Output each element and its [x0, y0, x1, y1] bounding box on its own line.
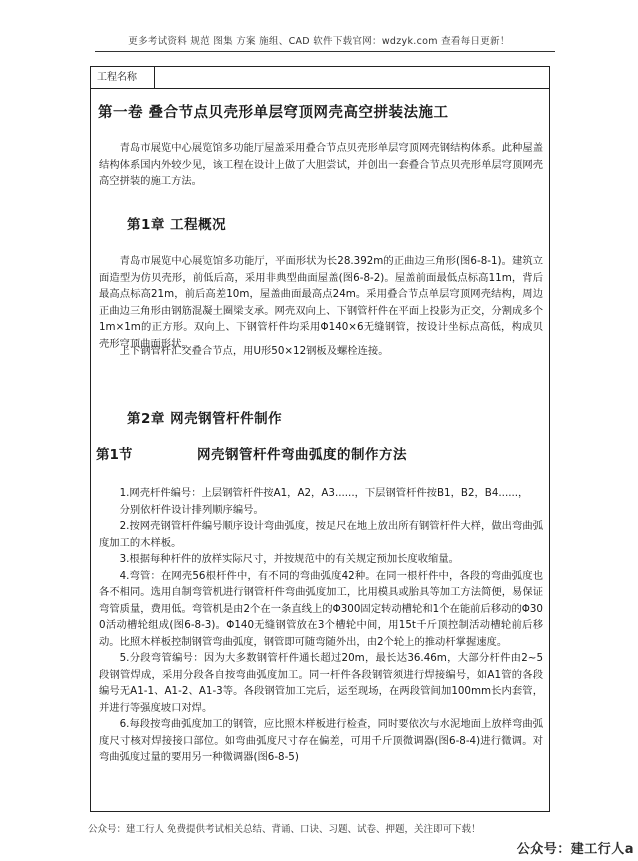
- project-name-label: 工程名称: [91, 67, 155, 88]
- chapter1-title: 第1章 工程概况: [127, 217, 227, 233]
- procedure-list: [99, 485, 543, 766]
- list-item: 3.根据每种杆件的放样实际尺寸，并按规范中的有关规定预加长度收缩量。: [119, 553, 459, 565]
- list-item: 1.网壳杆件编号：上层钢管杆件按A1，A2，A3......，下层钢管杆件按B1，B2，B4......，: [119, 487, 529, 499]
- project-name-row: [91, 67, 549, 89]
- header-divider: [95, 51, 555, 52]
- section-title: 网壳钢管杆件弯曲弧度的制作方法: [197, 447, 407, 463]
- chapter1-paragraph-1: 青岛市展览中心展览馆多功能厅，平面形状为长28.392m的正曲边三角形(图6-8-1)。建筑立面造型为仿贝壳形，前低后高，采用非典型曲面屋盖(图6-8-2)。屋盖前面最低点标高11m，背后最高点标高21m，前后高差10m，屋盖曲面最高点24m。采用叠合节点单层穹顶网壳结构，周边正曲边三角形由钢筋混凝土圈梁支承。网壳双向上、下钢管杆件在平面上投影为正交，分割成多个1m×1m的正方形。双向上、下钢管杆件均采用Φ140×6无缝钢管，按设计坐标点高低，构成贝壳形穹顶曲面形状。: [99, 255, 543, 350]
- footer-note: 公众号：建工行人 免费提供考试相关总结、背诵、口诀、习题、试卷、押题，关注即可下载！: [88, 824, 481, 835]
- list-item-continuation: 分别依杆件设计排列顺序编号。: [119, 503, 264, 516]
- list-item: 4.弯管：在网壳56根杆件中，有不同的弯曲弧度42种。在同一根杆件中，各段的弯曲弧度也各不相同。选用自制弯管机进行钢管杆件弯曲弧度加工，比用模具或胎具等加工方法简便，易保证弯管质量，费用低。弯管机是由2个在一条直线上的Φ300固定转动槽轮和1个在能前后移动的Φ300活动槽轮组成(图6-8-3)。Φ140无缝钢管放在3个槽轮中间，用15t千斤顶控制活动槽轮前后移动。比照木样板控制钢管弯曲弧度，钢管即可随弯随外出，由2个轮上的推动杆掌握速度。: [99, 569, 543, 648]
- intro-paragraph: 青岛市展览中心展览馆多功能厅屋盖采用叠合节点贝壳形单层穹顶网壳钢结构体系。此种屋盖结构体系国内外较少见，该工程在设计上做了大胆尝试，并创出一套叠合节点贝壳形单层穹顶网壳高空拼装的施工方法。: [99, 142, 543, 187]
- section-number: 第1节: [96, 447, 133, 463]
- watermark: 公众号：建工行人a: [516, 842, 634, 857]
- list-item: 2.按网壳钢管杆件编号顺序设计弯曲弧度，按足尺在地上放出所有钢管杆件大样，做出弯曲弧度加工的木样板。: [99, 520, 543, 549]
- header-banner: 更多考试资料 规范 图集 方案 施组、CAD 软件下载官网：wdzyk.com 查看每日更新！: [128, 36, 510, 47]
- volume-title: 第一卷 叠合节点贝壳形单层穹顶网壳高空拼装法施工: [98, 105, 449, 121]
- chapter2-title: 第2章 网壳钢管杆件制作: [127, 411, 283, 427]
- list-item: 6.每段按弯曲弧度加工的钢管，应比照木样板进行检查，同时要依次与水泥地面上放样弯曲弧度尺寸核对焊接接口部位。如弯曲弧度尺寸存在偏差，可用千斤顶微调器(图6-8-4)进行微调。对弯曲弧度过量的要用另一种微调器(图6-8-5): [99, 718, 543, 763]
- document-frame: [90, 66, 550, 812]
- chapter1-paragraph-2: 上下钢管杆汇交叠合节点，用U形50×12钢板及螺栓连接。: [119, 345, 389, 357]
- list-item: 5.分段弯管编号：因为大多数钢管杆件通长超过20m，最长达36.46m，大部分杆件由2~5段钢管焊成，采用分段各自按弯曲弧度加工。同一杆件各段钢管须进行焊接编号，如A1管的各段编号无A1-1、A1-2、A1-3等。各段钢管加工完后，运至现场，在两段管间加100mm长内套管，并进行等强度坡口对焊。: [99, 652, 543, 714]
